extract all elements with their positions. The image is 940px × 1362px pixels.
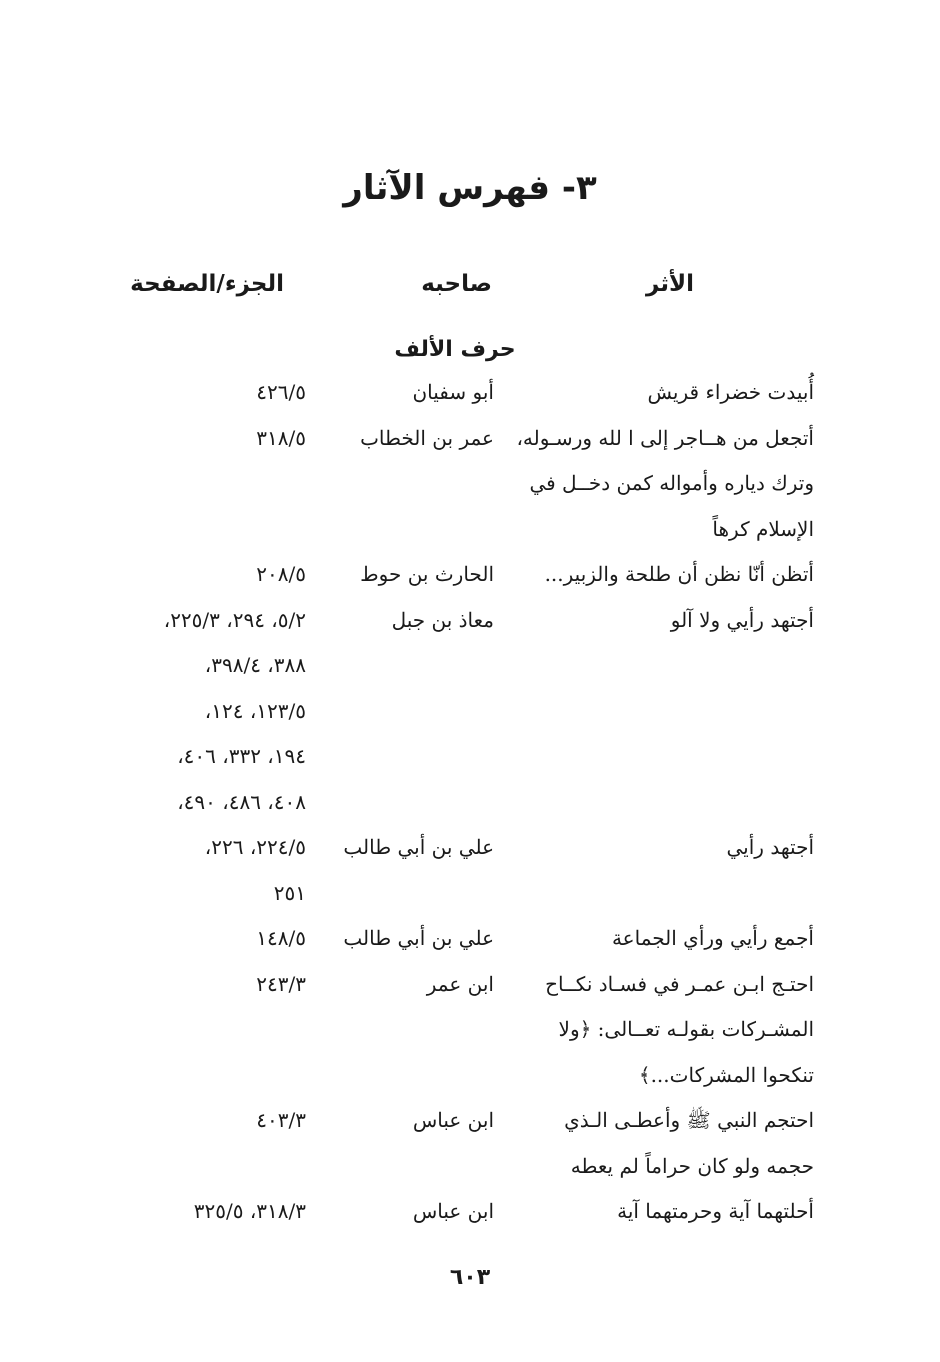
table-row: [0, 689, 940, 735]
table-row: [0, 598, 940, 644]
volume-page-ref: ٥/٢، ٢٩٤، ٢٢٥/٣،: [163, 607, 306, 632]
table-row: [0, 1098, 940, 1144]
athar-text: احتجم النبي ﷺ وأعطـى الـذي: [564, 1108, 814, 1132]
table-row: [0, 461, 940, 507]
table-row: [0, 507, 940, 553]
column-header-volume-page: الجزء/الصفحة: [130, 271, 284, 297]
athar-text: أجتهد رأيي: [726, 835, 814, 859]
column-header-sahib: صاحبه: [421, 271, 492, 297]
narrator-name: علي بن أبي طالب: [343, 835, 494, 859]
table-row: [0, 1144, 940, 1190]
narrator-name: ابن عمر: [426, 971, 494, 996]
athar-text: وترك دياره وأمواله كمن دخــل في: [529, 471, 814, 495]
page-title: ٣- فهرس الآثار: [343, 168, 597, 208]
table-row: [0, 1053, 940, 1099]
table-row: [0, 734, 940, 780]
athar-text: تنكحوا المشركات...﴾: [638, 1062, 814, 1087]
narrator-name: أبو سفيان: [412, 380, 494, 404]
volume-page-ref: ١٩٤، ٣٣٢، ٤٠٦،: [177, 744, 306, 768]
table-row: [0, 825, 940, 871]
athar-text: أجتهد رأيي ولا آلو: [670, 607, 814, 632]
volume-page-ref: ٣٨٨، ٣٩٨/٤،: [204, 653, 306, 677]
narrator-name: الحارث بن حوط: [360, 562, 494, 586]
column-header-athar: الأثر: [646, 271, 694, 297]
athar-text: أحلتهما آية وحرمتهما آية: [617, 1199, 814, 1223]
athar-text: أتظن أنّا نظن أن طلحة والزبير...: [544, 562, 814, 586]
table-row: [0, 416, 940, 462]
volume-page-ref: ٤٠٣/٣: [256, 1108, 306, 1132]
athar-text: الإسلام كرهاً: [712, 516, 814, 541]
narrator-name: ابن عباس: [412, 1199, 494, 1223]
table-row: [0, 552, 940, 598]
athar-text: أتجعل من هــاجر إلى ا لله ورسـوله،: [516, 425, 814, 450]
volume-page-ref: ٢٢٤/٥، ٢٢٦،: [204, 835, 306, 859]
table-row: [0, 643, 940, 689]
narrator-name: ابن عباس: [412, 1108, 494, 1132]
athar-text: أجمع رأيي ورأي الجماعة: [611, 926, 814, 950]
volume-page-ref: ١٢٣/٥، ١٢٤،: [204, 698, 306, 723]
narrator-name: معاذ بن جبل: [391, 607, 494, 632]
table-row: [0, 871, 940, 917]
volume-page-ref: ١٤٨/٥: [256, 926, 306, 950]
volume-page-ref: ٢٤٣/٣: [256, 971, 306, 996]
index-entries: [0, 370, 940, 1235]
table-row: [0, 1189, 940, 1235]
volume-page-ref: ٢٠٨/٥: [256, 562, 306, 586]
volume-page-ref: ٣١٨/٣، ٣٢٥/٥: [193, 1199, 306, 1223]
page-number: ٦٠٣: [449, 1265, 491, 1290]
narrator-name: عمر بن الخطاب: [360, 425, 494, 450]
table-row: [0, 1007, 940, 1053]
athar-text: أُبيدت خضراء قريش: [647, 380, 814, 404]
table-row: [0, 780, 940, 826]
volume-page-ref: ٤٠٨، ٤٨٦، ٤٩٠،: [177, 789, 306, 814]
athar-text: حجمه ولو كان حراماً لم يعطه: [570, 1153, 814, 1178]
table-row: [0, 370, 940, 416]
volume-page-ref: ٢٥١: [273, 880, 306, 905]
athar-text: احتـج ابـن عمـر في فسـاد نكــاح: [545, 971, 814, 996]
section-title: حرف الألف: [394, 337, 516, 362]
volume-page-ref: ٣١٨/٥: [256, 425, 306, 450]
narrator-name: علي بن أبي طالب: [343, 926, 494, 950]
athar-text: المشـركات بقولـه تعــالى: ﴿ولا: [558, 1017, 814, 1041]
table-row: [0, 916, 940, 962]
table-row: [0, 962, 940, 1008]
volume-page-ref: ٤٢٦/٥: [256, 380, 306, 404]
